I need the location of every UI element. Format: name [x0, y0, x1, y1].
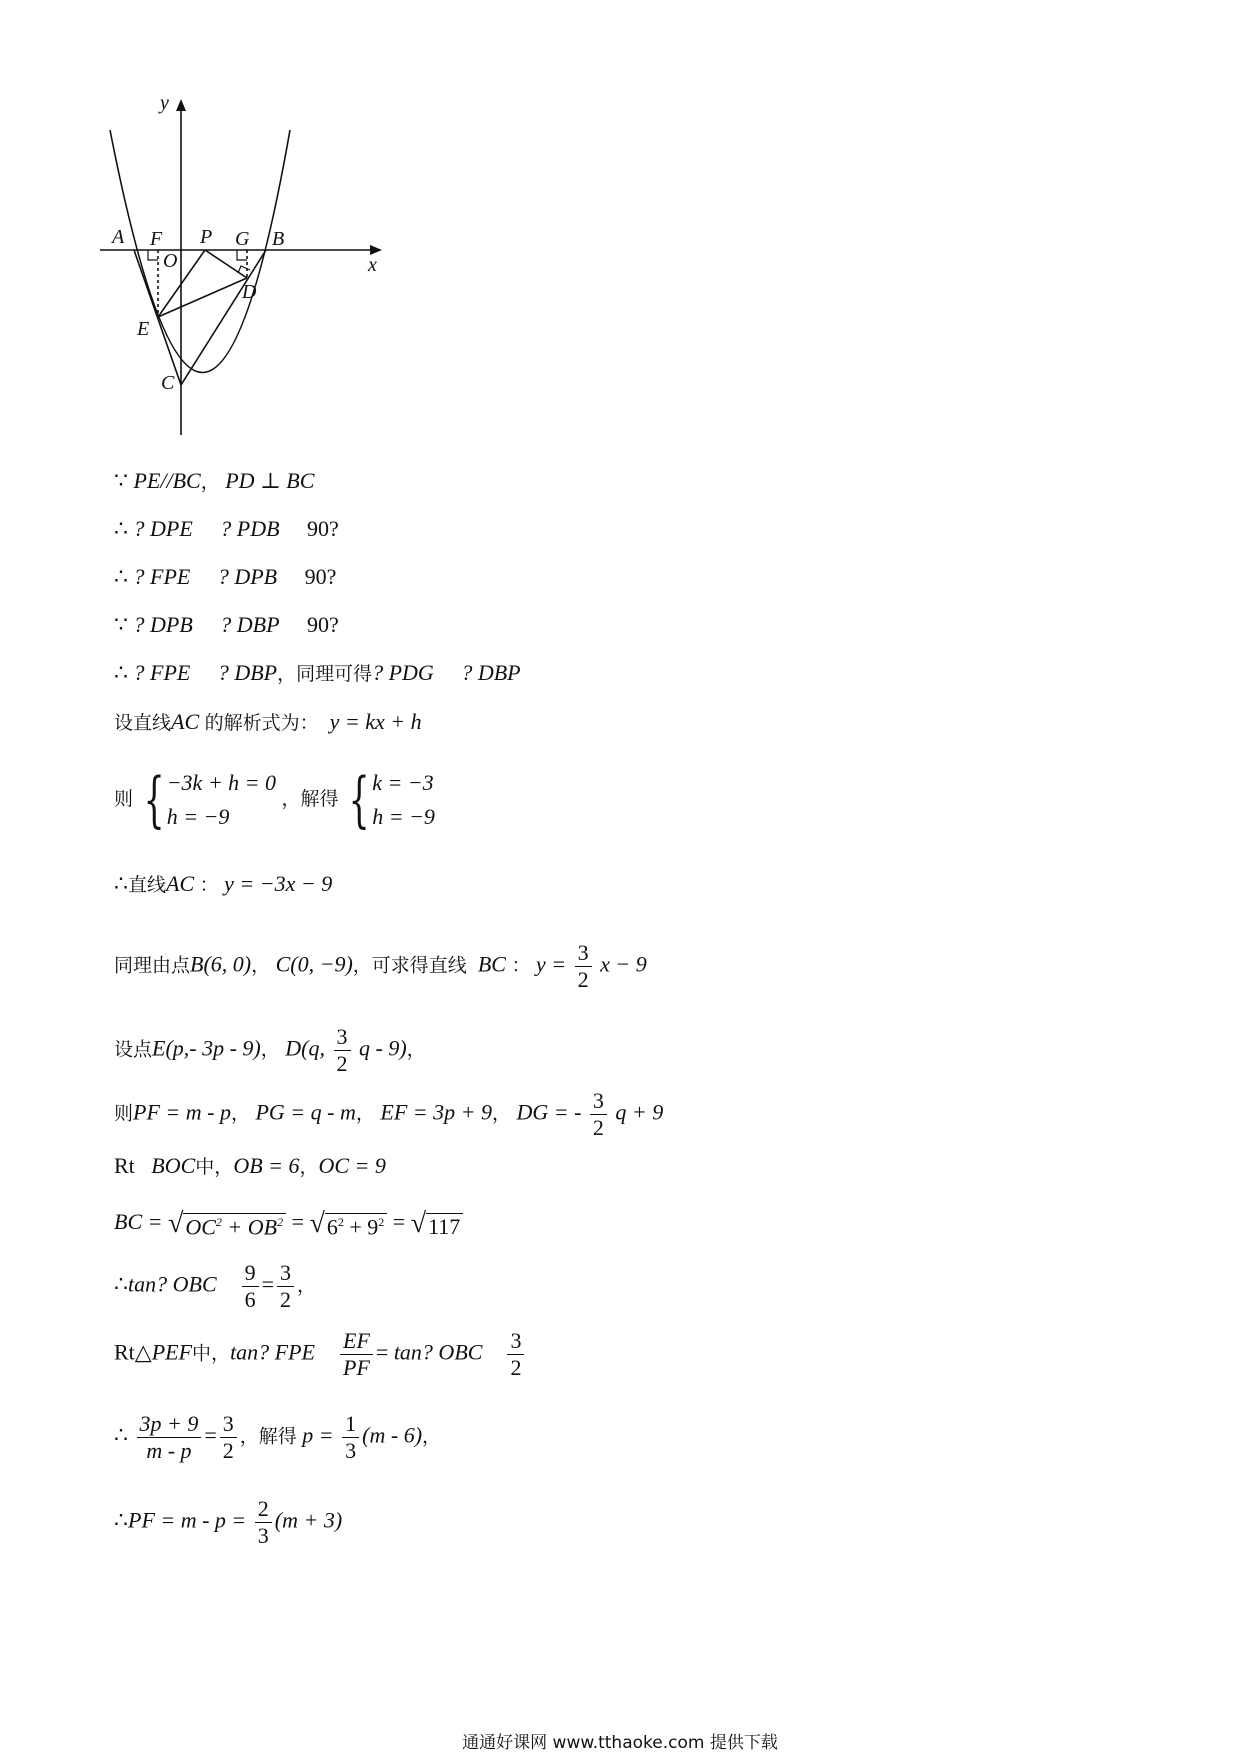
denominator: PF	[343, 1355, 370, 1380]
text: ，可求得直线	[352, 954, 467, 977]
expr: tan? FPE	[230, 1339, 315, 1365]
expr: BC	[477, 951, 506, 977]
line-17	[114, 1498, 342, 1547]
expr: =	[261, 1271, 275, 1297]
fraction	[242, 1262, 259, 1311]
equation-system-2	[344, 765, 435, 835]
right-angle-f	[148, 250, 158, 260]
numerator: 3	[334, 1026, 351, 1051]
comma: ，	[355, 1102, 375, 1125]
line-14	[114, 1262, 316, 1311]
numerator: 3	[277, 1262, 294, 1287]
numerator: 2	[255, 1498, 272, 1523]
line-7	[114, 765, 435, 835]
sqrt-3	[411, 1210, 464, 1238]
line-13	[114, 1210, 463, 1238]
fraction	[575, 942, 592, 991]
because-symbol: ∵	[114, 468, 128, 493]
therefore-symbol: ∴	[114, 516, 128, 541]
therefore-symbol: ∴	[114, 1422, 128, 1448]
numerator: 3	[575, 942, 592, 967]
y-axis-arrow	[176, 99, 186, 111]
numerator: EF	[340, 1330, 373, 1355]
label-d: D	[242, 281, 257, 303]
expr: ? DPB	[133, 612, 193, 637]
expr: =	[286, 1209, 304, 1235]
brace-icon: {	[348, 765, 370, 835]
expr: + 9	[343, 1214, 379, 1239]
expr: h = −9	[372, 804, 435, 829]
therefore-symbol: ∴	[114, 660, 128, 685]
expr: tan? OBC	[393, 1339, 483, 1365]
line-1	[114, 470, 314, 492]
denominator: 3	[345, 1438, 357, 1463]
expr: =	[204, 1422, 217, 1448]
expr: 90?	[304, 564, 337, 589]
denominator: 3	[257, 1523, 269, 1548]
label-f: F	[150, 228, 163, 250]
fraction	[277, 1262, 294, 1311]
expr: E(p,- 3p - 9)	[152, 1035, 261, 1061]
expr: OC = 9	[318, 1153, 386, 1178]
expr: ? DBP	[220, 612, 280, 637]
denominator: 2	[222, 1438, 234, 1463]
text: ，	[251, 954, 271, 977]
denominator: 6	[244, 1287, 256, 1312]
line-8	[114, 873, 332, 895]
expr: PE//BC	[133, 468, 201, 493]
label-p: P	[200, 226, 213, 248]
expr: D(q,	[285, 1035, 325, 1061]
segment-pd	[205, 250, 247, 278]
expr: BOC	[151, 1153, 196, 1178]
fraction	[340, 1330, 373, 1379]
expr: q - 9)	[359, 1035, 407, 1061]
denominator: 2	[280, 1287, 292, 1312]
line-2	[114, 518, 339, 540]
label-a: A	[112, 226, 125, 248]
numerator: 1	[342, 1413, 359, 1438]
exponent: 2	[378, 1214, 385, 1229]
expr: y =	[535, 951, 567, 977]
expr: PD ⊥ BC	[225, 468, 315, 493]
line-11	[114, 1090, 663, 1139]
expr: BC =	[114, 1209, 163, 1235]
text: 中，	[195, 1156, 234, 1178]
expr: x − 9	[600, 951, 647, 977]
parabola-figure	[100, 95, 440, 455]
line-16	[114, 1413, 441, 1462]
expr: ? PDB	[220, 516, 280, 541]
expr: PF = m - p	[133, 1099, 231, 1125]
exponent: 2	[337, 1214, 344, 1229]
fraction	[334, 1026, 351, 1075]
expr: 90?	[307, 516, 339, 541]
line-5	[114, 662, 521, 684]
expr: ? DBP	[461, 660, 521, 685]
radical-icon: √	[410, 1208, 427, 1239]
line-10	[114, 1026, 426, 1075]
expr: ? FPE	[133, 564, 191, 589]
expr: 6	[326, 1214, 338, 1239]
expr: 90?	[307, 612, 339, 637]
therefore-symbol: ∴	[114, 1271, 128, 1297]
expr: =	[375, 1339, 389, 1365]
expr: PG = q - m	[255, 1099, 356, 1125]
expr: OB = 6	[233, 1153, 300, 1178]
expr: h = −9	[166, 804, 230, 829]
text: 设点	[114, 1038, 153, 1061]
fraction	[220, 1413, 237, 1462]
text: ：	[199, 874, 219, 896]
label-b: B	[272, 228, 285, 250]
numerator: 9	[242, 1262, 259, 1287]
segment-bc	[181, 250, 266, 385]
label-x: x	[368, 254, 377, 276]
text: 则	[114, 1102, 134, 1125]
expr: OC	[185, 1214, 216, 1239]
right-angle-g	[237, 250, 247, 260]
label-y: y	[160, 95, 169, 114]
expr: EF = 3p + 9	[380, 1099, 492, 1125]
brace-icon: {	[143, 765, 165, 835]
denominator: 2	[510, 1355, 522, 1380]
line-3	[114, 566, 336, 588]
fraction	[137, 1413, 202, 1462]
expr: −3k + h = 0	[166, 770, 277, 795]
numerator: 3	[220, 1413, 237, 1438]
text: 同理由点	[114, 954, 191, 977]
fraction	[507, 1330, 524, 1379]
expr: AC	[171, 709, 200, 734]
equation-system-1	[139, 765, 277, 835]
comma: ，	[297, 1274, 317, 1297]
exponent: 2	[215, 1214, 222, 1229]
expr: ? FPE	[133, 660, 191, 685]
numerator: 3p + 9	[137, 1413, 202, 1438]
text: 的解析式为：	[204, 712, 319, 734]
line-9	[114, 942, 647, 991]
line-12	[114, 1155, 386, 1177]
expr: Rt△	[114, 1339, 152, 1365]
expr: + OB	[221, 1214, 278, 1239]
expr: ? PDG	[372, 660, 434, 685]
expr: y = kx + h	[329, 709, 422, 734]
expr: PF = m - p =	[128, 1507, 247, 1533]
comma: ，	[422, 1425, 442, 1448]
text: 则	[114, 788, 134, 811]
radical-icon: √	[167, 1208, 184, 1239]
label-c: C	[161, 372, 175, 394]
numerator: 3	[507, 1330, 524, 1355]
denominator: 2	[336, 1051, 348, 1076]
therefore-symbol: ∴	[114, 564, 128, 589]
therefore-symbol: ∴	[114, 1507, 128, 1533]
therefore-symbol: ∴	[114, 871, 128, 896]
label-o: O	[163, 250, 178, 272]
text: 设直线	[114, 712, 172, 734]
expr: =	[387, 1209, 406, 1235]
expr: Rt	[114, 1153, 135, 1178]
label-g: G	[235, 228, 250, 250]
expr: k = −3	[372, 770, 434, 795]
text: ，解得	[281, 788, 339, 811]
numerator: 3	[590, 1090, 607, 1115]
denominator: m - p	[146, 1438, 192, 1463]
expr: B(6, 0)	[190, 951, 252, 977]
fraction	[342, 1413, 359, 1462]
sqrt-1	[168, 1210, 286, 1238]
expr: ? DPE	[133, 516, 193, 541]
expr: 117	[426, 1213, 463, 1238]
text: ，	[299, 1156, 319, 1178]
page-footer: 通通好课网 www.tthaoke.com 提供下载	[462, 1733, 778, 1753]
denominator: 2	[577, 967, 589, 992]
expr: AC	[166, 871, 195, 896]
expr: DG = -	[516, 1099, 582, 1125]
text: ，同理可得	[277, 663, 373, 685]
because-symbol: ∵	[114, 612, 128, 637]
radical-icon: √	[309, 1208, 325, 1239]
text: ，解得	[239, 1425, 297, 1448]
comma: ，	[491, 1102, 511, 1125]
label-e: E	[137, 318, 150, 340]
text: 中，	[192, 1342, 231, 1365]
right-angle-d	[238, 266, 250, 273]
text: ，	[406, 1038, 426, 1061]
text: 直线	[128, 874, 167, 896]
expr: tan? OBC	[128, 1271, 217, 1297]
comma: ，	[230, 1102, 250, 1125]
expr: q + 9	[615, 1099, 664, 1125]
expr: ? DPB	[217, 564, 278, 589]
fraction	[590, 1090, 607, 1139]
comma: ，	[200, 471, 220, 493]
text: ，	[260, 1038, 280, 1061]
expr: C(0, −9)	[275, 951, 353, 977]
sqrt-2	[310, 1210, 388, 1238]
exponent: 2	[277, 1214, 284, 1229]
line-4	[114, 614, 339, 636]
expr: p =	[302, 1422, 334, 1448]
text: ：	[511, 954, 531, 977]
expr: (m + 3)	[274, 1507, 343, 1533]
denominator: 2	[592, 1115, 604, 1140]
expr: y = −3x − 9	[224, 871, 333, 896]
fraction	[255, 1498, 272, 1547]
line-6	[114, 711, 422, 733]
expr: (m - 6)	[362, 1422, 423, 1448]
expr: PEF	[151, 1339, 193, 1365]
expr: ? DBP	[217, 660, 278, 685]
line-15	[114, 1330, 527, 1379]
